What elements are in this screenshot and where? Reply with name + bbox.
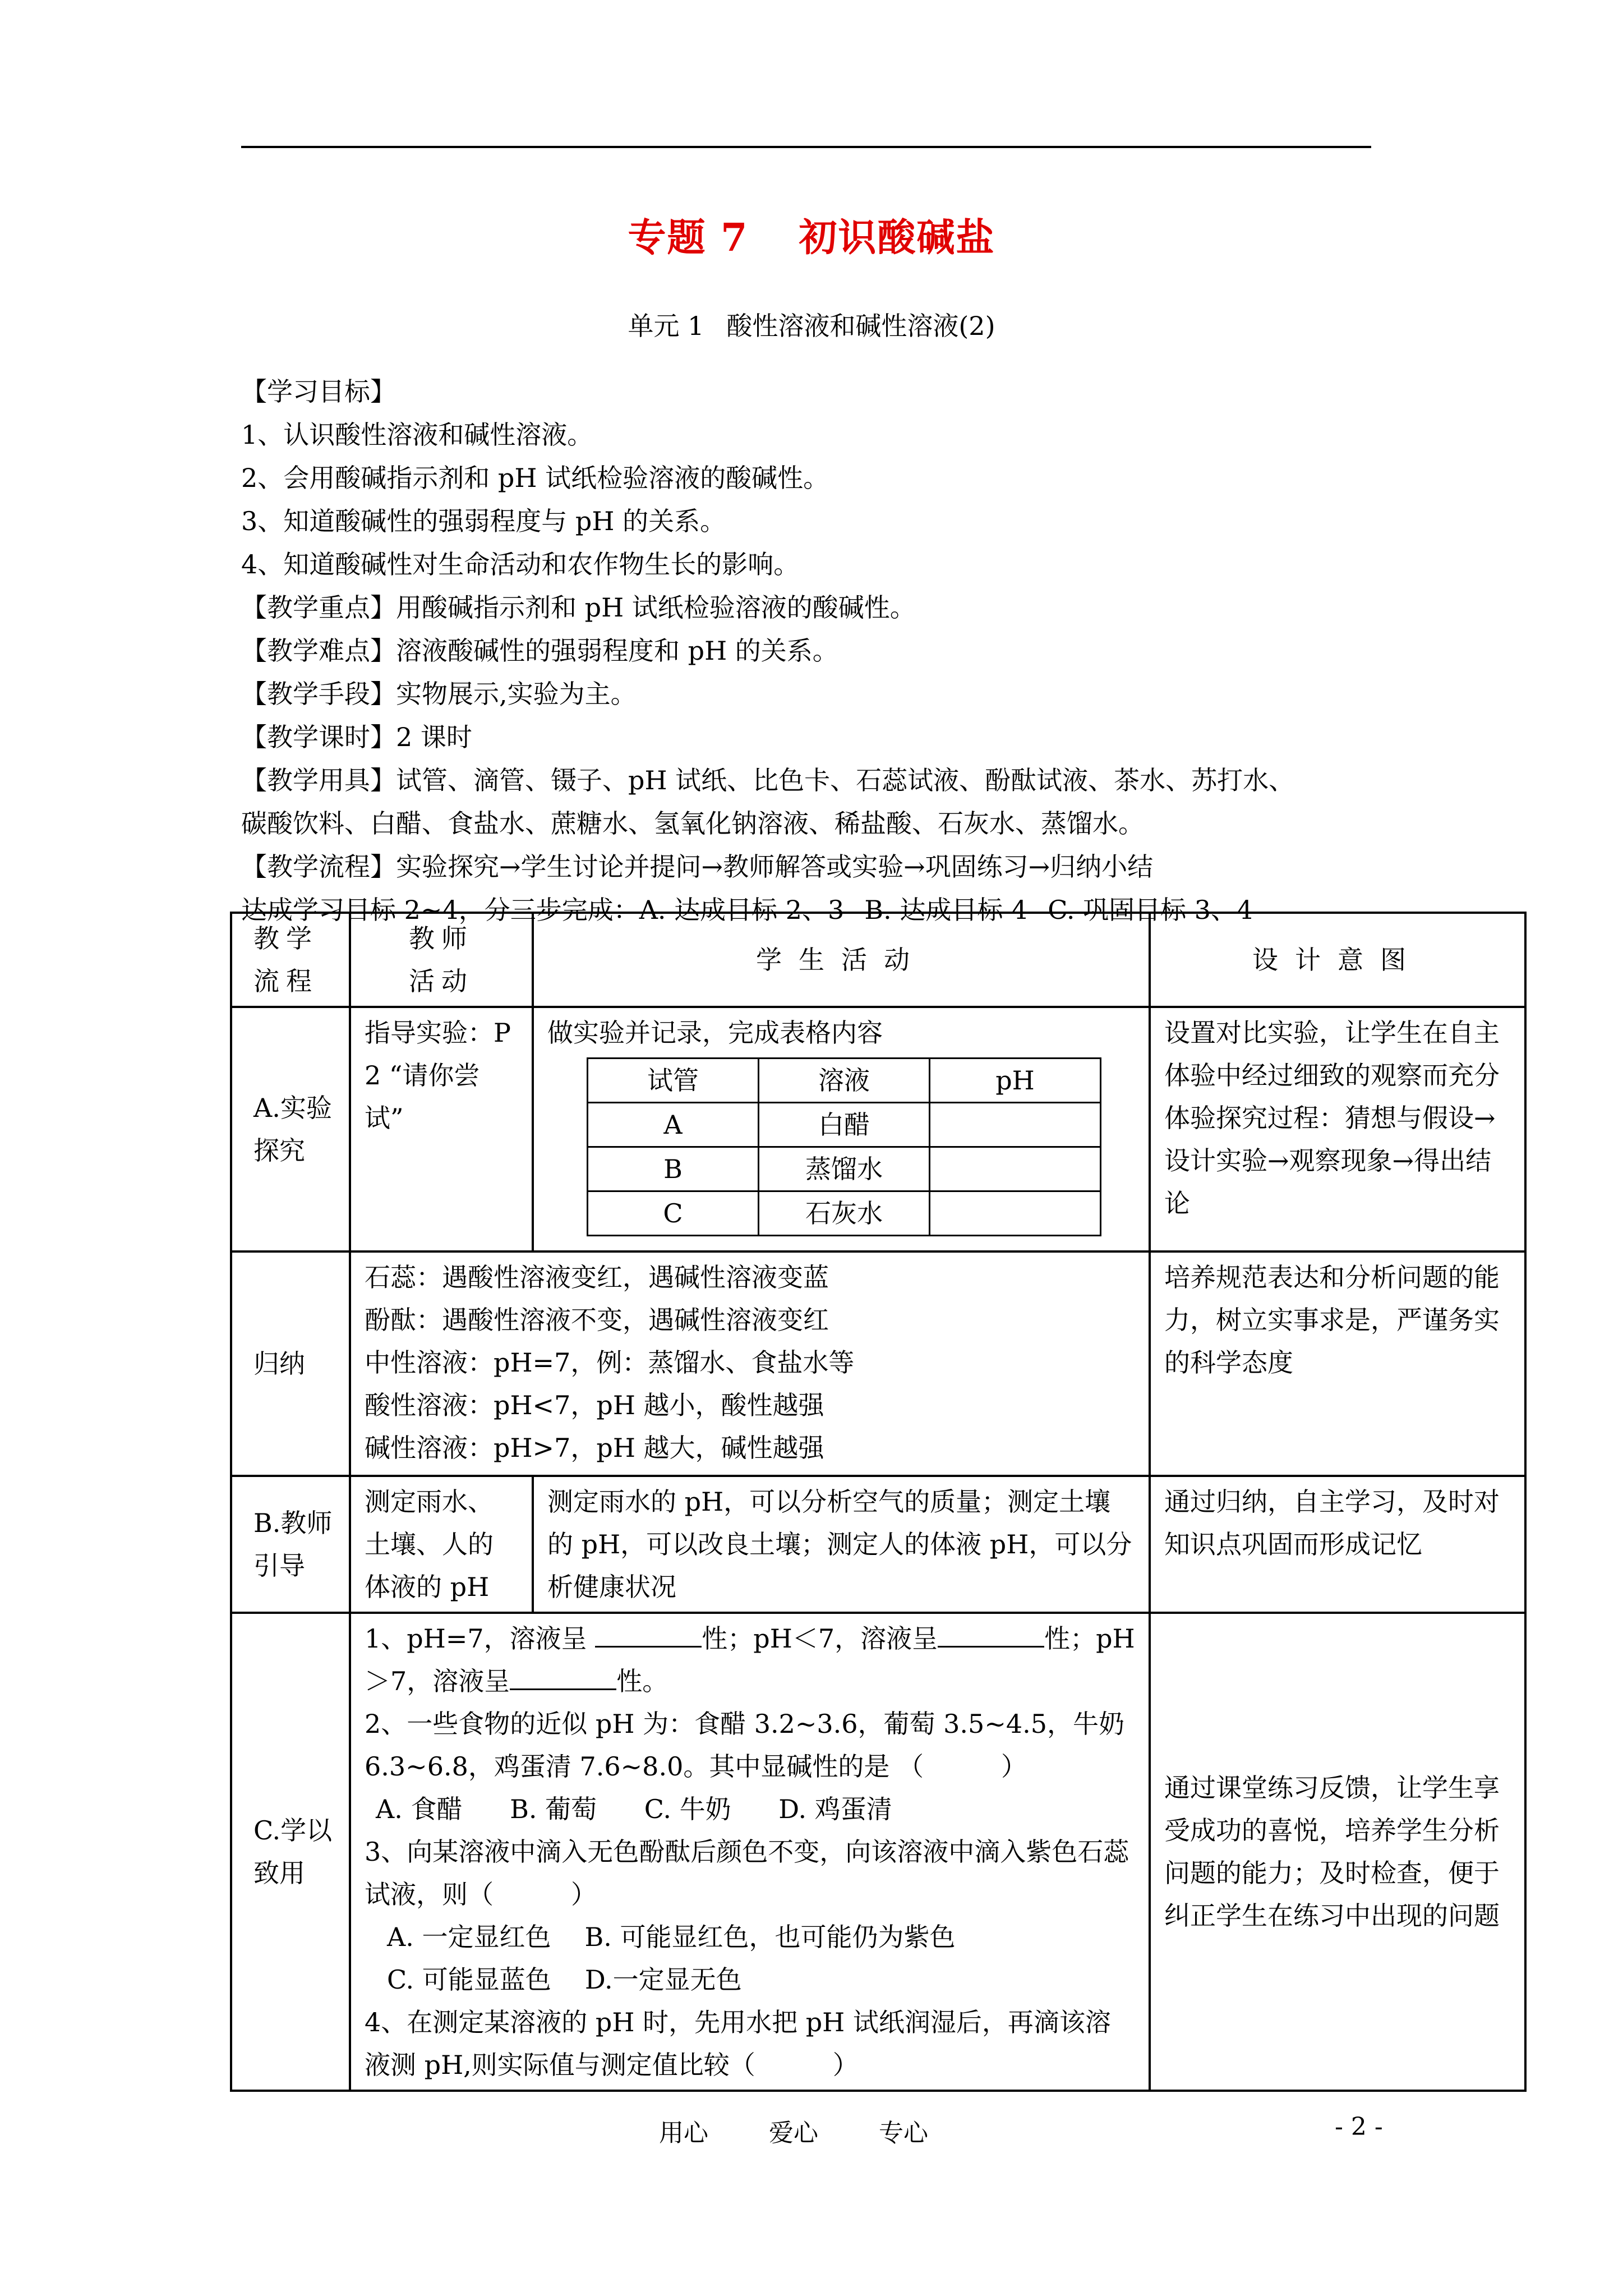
flow-line — [241, 845, 1548, 889]
summary-line: 酸性溶液：pH<7，pH 越小，酸性越强 — [365, 1390, 824, 1420]
experiment-header-solution: 溶液 — [759, 1059, 930, 1103]
summary-line: 碱性溶液：pH>7，pH 越大，碱性越强 — [365, 1433, 824, 1463]
objective-item: 4、知道酸碱性对生命活动和农作物生长的影响。 — [241, 549, 800, 579]
info-label: 【教学难点】 — [241, 636, 396, 666]
info-method — [241, 673, 1548, 716]
header-student-text: 学生活动 — [756, 945, 926, 975]
table-row-b — [231, 1476, 1525, 1613]
info-text: 实物展示,实验为主。 — [396, 679, 637, 709]
achieve-c: C. 巩固目标 3、4 — [1048, 895, 1253, 925]
experiment-ph — [930, 1147, 1101, 1191]
footer-item: 专心 — [879, 2119, 928, 2147]
question-3-options-row1 — [365, 1916, 1135, 1958]
row-b-design: 通过归纳，自主学习，及时对知识点巩固而形成记忆 — [1150, 1476, 1525, 1613]
tools-label: 【教学用具】 — [241, 765, 396, 795]
info-label: 【教学重点】 — [241, 592, 396, 623]
flow-label: 【教学流程】 — [241, 852, 396, 882]
achieve-a: A. 达成目标 2、3 — [639, 895, 845, 925]
q1-text-b: 性；pH＜7，溶液呈 — [702, 1623, 938, 1654]
table-row-summary — [231, 1251, 1525, 1476]
header-design-text: 设计意图 — [1252, 945, 1423, 975]
flow-text: 实验探究→学生讨论并提问→教师解答或实验→巩固练习→归纳小结 — [396, 852, 1154, 882]
experiment-header-tube: 试管 — [588, 1059, 759, 1103]
q1-blank-1[interactable] — [595, 1618, 702, 1648]
info-text: 用酸碱指示剂和 pH 试纸检验溶液的酸碱性。 — [396, 592, 916, 623]
header-flow — [231, 913, 350, 1007]
subtitle-part1: 单元 1 — [628, 311, 704, 341]
question-3: 3、向某溶液中滴入无色酚酞后颜色不变，向该溶液中滴入紫色石蕊试液，则（ ） — [365, 1837, 1129, 1910]
header-rule — [241, 146, 1371, 148]
question-4: 4、在测定某溶液的 pH 时，先用水把 pH 试纸润湿后，再滴该溶液测 pH,则实际值与测定值比较（ ） — [365, 2007, 1111, 2080]
info-key-point — [241, 586, 1548, 629]
achieve-lead: 达成学习目标 2~4，分三步完成： — [241, 895, 639, 925]
summary-content — [350, 1251, 1150, 1476]
experiment-tube: B — [588, 1147, 759, 1191]
header-teacher-line2: 活动 — [409, 966, 474, 996]
row-b-teacher: 测定雨水、土壤、人的体液的 pH — [350, 1476, 533, 1613]
summary-design: 培养规范表达和分析问题的能力，树立实事求是，严谨务实的科学态度 — [1150, 1251, 1525, 1476]
row-b-flow: B.教师引导 — [231, 1476, 350, 1613]
tools-line-1 — [241, 759, 1548, 802]
question-1 — [365, 1617, 1135, 1703]
header-flow-line1: 教学 — [253, 923, 319, 954]
row-c-flow: C.学以致用 — [231, 1613, 350, 2091]
objectives-heading: 【学习目标】 — [241, 376, 396, 407]
info-text: 2 课时 — [396, 722, 472, 752]
experiment-tube: A — [588, 1103, 759, 1147]
footer-item: 用心 — [659, 2119, 708, 2147]
q3-option: C. 可能显蓝色 — [387, 1964, 551, 1995]
row-a-student — [533, 1007, 1150, 1251]
experiment-solution: 石灰水 — [759, 1191, 930, 1236]
title-part1: 专题 7 — [628, 215, 749, 260]
experiment-ph — [930, 1191, 1101, 1236]
header-teacher — [350, 913, 533, 1007]
summary-flow: 归纳 — [231, 1251, 350, 1476]
experiment-solution: 白醋 — [759, 1103, 930, 1147]
title-part2: 初识酸碱盐 — [799, 215, 995, 260]
footer-motto — [659, 2113, 989, 2148]
q2-option: B. 葡萄 — [510, 1794, 597, 1824]
q3-option: A. 一定显红色 — [387, 1922, 551, 1952]
q2-option: D. 鸡蛋清 — [778, 1794, 892, 1824]
experiment-header-row — [588, 1059, 1101, 1103]
q1-text-c: 性；pH＞7，溶液呈 — [365, 1623, 1135, 1696]
experiment-row — [588, 1103, 1101, 1147]
row-b-student: 测定雨水的 pH，可以分析空气的质量；测定土壤的 pH，可以改良土壤；测定人的体液 pH，可以分析健康状况 — [533, 1476, 1150, 1613]
info-label: 【教学手段】 — [241, 679, 396, 709]
row-a-teacher: 指导实验：P2 “请你尝试” — [350, 1007, 533, 1251]
objective-item: 1、认识酸性溶液和碱性溶液。 — [241, 420, 593, 450]
experiment-row — [588, 1191, 1101, 1236]
summary-line: 中性溶液：pH=7，例：蒸馏水、食盐水等 — [365, 1347, 855, 1378]
q1-blank-2[interactable] — [938, 1618, 1044, 1648]
page-subtitle — [0, 306, 1623, 343]
footer-item: 爱心 — [769, 2119, 818, 2147]
info-difficulty — [241, 629, 1548, 673]
q1-blank-3[interactable] — [510, 1660, 616, 1690]
question-2: 2、一些食物的近似 pH 为：食醋 3.2~3.6，葡萄 3.5~4.5，牛奶 6.3~6.8，鸡蛋清 7.6~8.0。其中显碱性的是 （ ） — [365, 1709, 1125, 1782]
experiment-ph — [930, 1103, 1101, 1147]
header-teacher-line1: 教师 — [409, 923, 474, 954]
lesson-table — [230, 912, 1527, 2092]
row-a-design: 设置对比实验，让学生在自主体验中经过细致的观察而充分体验探究过程：猜想与假设→设计实验→观察现象→得出结论 — [1150, 1007, 1525, 1251]
info-label: 【教学课时】 — [241, 722, 396, 752]
header-flow-line2: 流程 — [253, 966, 319, 996]
row-c-design: 通过课堂练习反馈，让学生享受成功的喜悦，培养学生分析问题的能力；及时检查，便于纠正学生在练习中出现的问题 — [1150, 1613, 1525, 2091]
question-3-options-row2 — [365, 1958, 1135, 2001]
tools-text: 试管、滴管、镊子、pH 试纸、比色卡、石蕊试液、酚酞试液、茶水、苏打水、 — [396, 765, 1295, 795]
table-header-row — [231, 913, 1525, 1007]
question-2-options — [365, 1788, 1135, 1830]
q1-text-d: 性。 — [616, 1666, 668, 1696]
info-hours — [241, 716, 1548, 759]
objective-item: 2、会用酸碱指示剂和 pH 试纸检验溶液的酸碱性。 — [241, 463, 829, 493]
page-number: - 2 - — [1335, 2113, 1383, 2141]
experiment-table — [587, 1057, 1101, 1236]
row-a-student-intro: 做实验并记录，完成表格内容 — [547, 1018, 883, 1048]
info-text: 溶液酸碱性的强弱程度和 pH 的关系。 — [396, 636, 838, 666]
row-c-exercises — [350, 1613, 1150, 2091]
tools-line-2: 碳酸饮料、白醋、食盐水、蔗糖水、氢氧化钠溶液、稀盐酸、石灰水、蒸馏水。 — [241, 808, 1144, 839]
table-row-c — [231, 1613, 1525, 2091]
header-student — [533, 913, 1150, 1007]
q1-text-a: 1、pH=7，溶液呈 — [365, 1623, 587, 1654]
page-title — [0, 208, 1623, 262]
q3-option: D.一定显无色 — [584, 1964, 742, 1995]
table-row-a — [231, 1007, 1525, 1251]
summary-line: 酚酞：遇酸性溶液不变，遇碱性溶液变红 — [365, 1305, 829, 1335]
q3-option: B. 可能显红色，也可能仍为紫色 — [584, 1922, 956, 1952]
intro-section — [241, 370, 1548, 932]
objective-item: 3、知道酸碱性的强弱程度与 pH 的关系。 — [241, 506, 726, 536]
achieve-b: B. 达成目标 4 — [864, 895, 1028, 925]
q2-option: A. 食醋 — [376, 1794, 463, 1824]
header-design — [1150, 913, 1525, 1007]
experiment-header-ph: pH — [930, 1059, 1101, 1103]
experiment-tube: C — [588, 1191, 759, 1236]
experiment-solution: 蒸馏水 — [759, 1147, 930, 1191]
experiment-row — [588, 1147, 1101, 1191]
q2-option: C. 牛奶 — [644, 1794, 731, 1824]
row-a-flow: A.实验探究 — [231, 1007, 350, 1251]
summary-line: 石蕊：遇酸性溶液变红，遇碱性溶液变蓝 — [365, 1262, 829, 1292]
subtitle-part2: 酸性溶液和碱性溶液(2) — [726, 311, 995, 341]
